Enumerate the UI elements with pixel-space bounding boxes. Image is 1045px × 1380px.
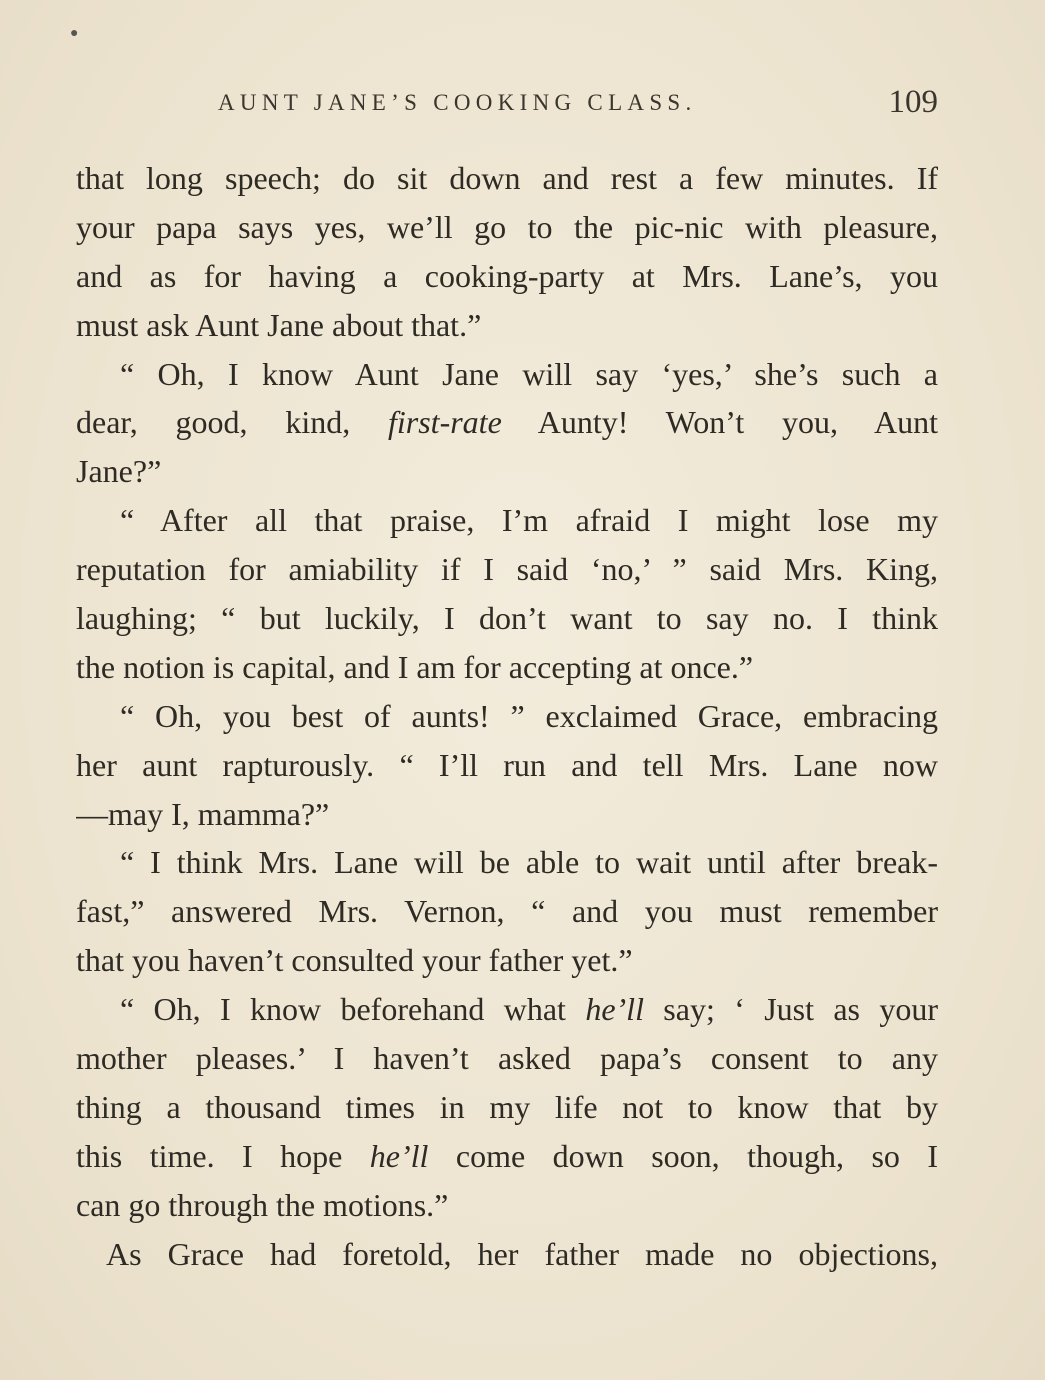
- text-line: fast,” answered Mrs. Vernon, “ and you must remember: [76, 893, 938, 930]
- text-line: her aunt rapturously. “ I’ll run and tell Mrs. Lane now: [76, 746, 938, 783]
- body-text: [76, 154, 938, 1278]
- running-head: AUNT JANE’S COOKING CLASS.: [218, 90, 697, 115]
- text-line: must ask Aunt Jane about that.”: [76, 306, 482, 343]
- text-line: and as for having a cooking-party at Mrs. Lane’s, you: [76, 257, 938, 294]
- text-line: can go through the motions.”: [76, 1186, 449, 1223]
- text-line: your papa says yes, we’ll go to the pic-nic with pleasure,: [76, 208, 938, 245]
- emphasis: he’ll: [369, 1137, 429, 1174]
- text-line: that you haven’t consulted your father yet.”: [76, 942, 633, 979]
- text-line: “ Oh, I know Aunt Jane will say ‘yes,’ she’s such a: [120, 355, 938, 392]
- text-line: that long speech; do sit down and rest a few minutes. If: [76, 160, 938, 196]
- text-line: the notion is capital, and I am for accepting at once.”: [76, 648, 754, 685]
- text-line: “ After all that praise, I’m afraid I might lose my: [120, 502, 938, 539]
- page-number: 109: [888, 84, 938, 120]
- text-line: dear, good, kind, first-rate Aunty! Won’t you, Aunt: [76, 404, 938, 441]
- text-line: “ Oh, you best of aunts! ” exclaimed Grace, embracing: [120, 697, 938, 734]
- text-line: —may I, mamma?”: [76, 795, 330, 832]
- text-line: laughing; “ but luckily, I don’t want to say no. I think: [76, 600, 938, 637]
- text-line: “ Oh, I know beforehand what he’ll say; ‘ Just as your: [120, 991, 938, 1028]
- page-header: [76, 84, 938, 128]
- text-line: As Grace had foretold, her father made no objections,: [106, 1235, 938, 1272]
- text-line: Jane?”: [76, 453, 162, 490]
- emphasis: he’ll: [585, 991, 644, 1028]
- text-line: thing a thousand times in my life not to know that by: [76, 1088, 938, 1125]
- text-line: “ I think Mrs. Lane will be able to wait until after break-: [120, 844, 938, 881]
- emphasis: first-rate: [387, 404, 502, 441]
- print-fleck: ●: [70, 26, 79, 41]
- text-line: reputation for amiability if I said ‘no,’ ” said Mrs. King,: [76, 551, 938, 588]
- text-line: mother pleases.’ I haven’t asked papa’s consent to any: [76, 1040, 938, 1077]
- text-line: this time. I hope he’ll come down soon, though, so I: [76, 1137, 938, 1174]
